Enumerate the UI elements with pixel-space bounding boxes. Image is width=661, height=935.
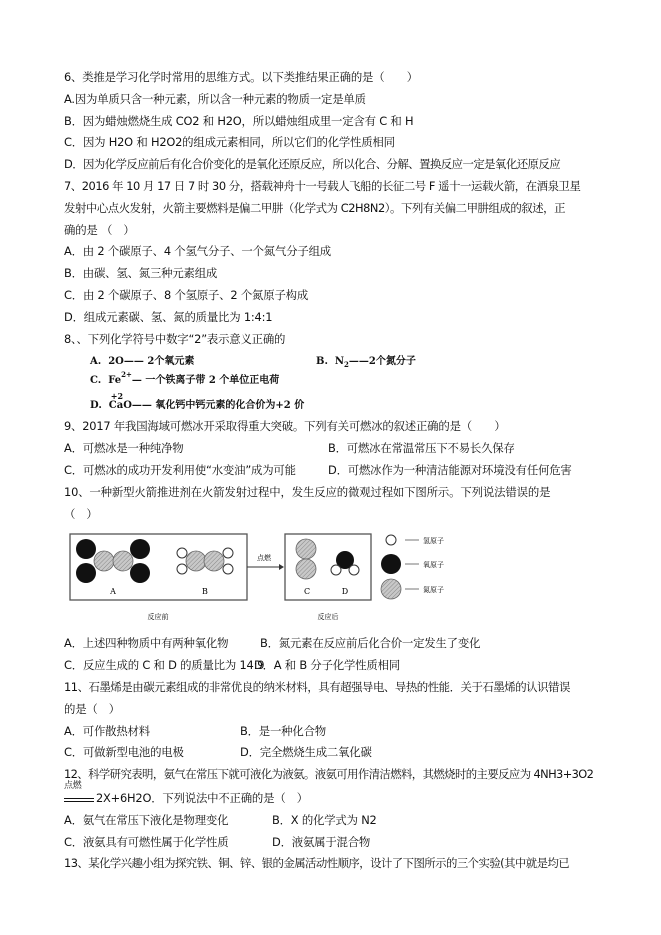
legend-oxygen-icon — [381, 554, 401, 574]
hydrogen-atom — [331, 565, 341, 575]
q8-option-a — [90, 352, 194, 367]
q11-option-d: D．完全燃烧生成二氧化碳 — [240, 745, 372, 760]
q9-option-a: A．可燃冰是一种纯净物 — [64, 441, 184, 456]
q10-stem-line-2: （ ） — [64, 506, 98, 521]
q6-stem: 6、类推是学习化学时常用的思维方式。以下类推结果正确的是（ ） — [64, 70, 418, 84]
meaning: —— 氧化钙中钙元素的化合价为+2 价 — [131, 400, 305, 412]
q11-stem-line-1: 11、石墨烯是由碳元素组成的非常优良的纳米材料，具有超强导电、导热的性能．关于石墨烯的认识错误 — [64, 679, 570, 694]
q13-stem: 13、某化学兴趣小组为探究铁、铜、锌、银的金属活动性顺序，设计了下图所示的三个实验(其中就是均已 — [64, 856, 570, 871]
label-a: A — [110, 587, 116, 597]
q8-stem: 8、、下列化学符号中数字“2”表示意义正确的 — [64, 331, 286, 346]
q9-options-row-1 — [64, 438, 624, 460]
meaning: — 一个铁离子带 2 个单位正电荷 — [131, 375, 280, 387]
q10-option-d: D．A 和 B 分子化学性质相同 — [254, 658, 400, 673]
reaction-svg — [64, 527, 484, 627]
q7-option-d: D．组成元素碳、氢、氮的质量比为 1:4:1 — [64, 309, 273, 324]
q12-stem-text: 2X+6H2O．下列说法中不正确的是（ ） — [96, 790, 308, 805]
q12-options-row-2 — [64, 832, 624, 854]
q11-option-b: B．是一种化合物 — [240, 723, 326, 738]
valence-mark: +2 — [110, 391, 124, 402]
arrow-head-icon — [279, 564, 284, 570]
q7-option-c: C．由 2 个碳原子、8 个氢原子、2 个氮原子构成 — [64, 287, 309, 302]
option-label: A. — [90, 356, 102, 368]
legend-nitrogen-label: 氮原子 — [423, 586, 444, 595]
meaning: ——2个氮分子 — [348, 356, 416, 368]
hydrogen-atom — [177, 564, 187, 574]
q6-option-d: D．因为化学反应前后有化合价变化的是氧化还原反应，所以化合、分解、置换反应一定是氧化还原反应 — [64, 157, 561, 172]
oxygen-atom — [130, 563, 150, 583]
label-b: B — [202, 587, 208, 597]
exam-page — [64, 67, 624, 875]
nitrogen-atom — [204, 551, 224, 571]
q12-option-d: D．液氨属于混合物 — [272, 834, 371, 849]
subscript: 2 — [344, 360, 349, 370]
oxygen-atom — [130, 539, 150, 559]
q12-option-a: A．氨气在常压下液化是物理变化 — [64, 812, 229, 827]
q9-option-d: D．可燃冰作为一种清洁能源对环境没有任何危害 — [328, 462, 572, 477]
q7-option-b: B．由碳、氢、氮三种元素组成 — [64, 266, 218, 281]
nitrogen-atom — [113, 551, 133, 571]
q12-options-row-1 — [64, 810, 624, 832]
option-label: C. — [90, 375, 102, 387]
label-c: C — [303, 587, 311, 597]
q9-option-b: B．可燃冰在常温常压下不易长久保存 — [328, 441, 515, 456]
formula: N — [334, 356, 345, 368]
q10-options-row-1 — [64, 633, 624, 655]
q12-stem-line-1: 12、科学研究表明，氨气在常压下就可液化为液氨。液氨可用作清洁燃料，其燃烧时的主要反应为 4NH3+3O2 — [64, 767, 594, 782]
legend — [381, 535, 444, 599]
label-d: D — [341, 587, 349, 597]
q11-options-row-1 — [64, 721, 624, 743]
q11-option-a: A．可作散热材料 — [64, 723, 150, 738]
before-label: 反应前 — [147, 613, 169, 622]
reaction-condition-sign — [64, 780, 94, 802]
q6-option-a: A.因为单质只含一种元素，所以含一种元素的物质一定是单质 — [64, 91, 366, 106]
q9-stem: 9、2017 年我国海域可燃冰开采取得重大突破。下列有关可燃冰的叙述正确的是（ ） — [64, 419, 506, 434]
q10-options-row-2 — [64, 655, 624, 677]
q7-stem-line-3: 确的是 （ ） — [64, 222, 135, 237]
reaction-condition: 点燃 — [64, 780, 82, 791]
q7-stem-line-2: 发射中心点火发射，火箭主要燃料是偏二甲肼（化学式为 C2H8N2）。下列有关偏二甲肼组成的叙述，正 — [64, 200, 566, 215]
reaction-diagram — [64, 527, 624, 627]
q6-option-b: B．因为蜡烛燃烧生成 CO2 和 H2O，所以蜡烛组成里一定含有 C 和 H — [64, 113, 414, 128]
legend-nitrogen-icon — [381, 579, 401, 599]
q12-option-b: B．X 的化学式为 N2 — [272, 812, 377, 827]
q8-options — [90, 350, 624, 416]
oxygen-atom — [76, 539, 96, 559]
molecule-b — [177, 548, 233, 574]
q10-option-a: A．上述四种物质中有两种氧化物 — [64, 636, 229, 651]
q11-option-c: C．可做新型电池的电极 — [64, 745, 184, 760]
q12-option-c: C．液氨具有可燃性属于化学性质 — [64, 834, 229, 849]
legend-oxygen-label: 氧原子 — [423, 561, 444, 570]
molecule-a — [76, 539, 150, 583]
q9-option-c: C．可燃冰的成功开发利用使“水变油”成为可能 — [64, 462, 296, 477]
option-label: B. — [316, 356, 328, 368]
molecule-c — [296, 539, 316, 579]
q8-option-c — [90, 370, 279, 386]
q7-option-a: A．由 2 个碳原子、4 个氢气分子、一个氮气分子组成 — [64, 244, 331, 259]
hydrogen-atom — [177, 548, 187, 558]
meaning: —— 2个氧元素 — [123, 356, 195, 368]
after-label: 反应后 — [317, 613, 339, 622]
oxygen-atom — [76, 563, 96, 583]
q11-options-row-2 — [64, 742, 624, 764]
q12-stem-line-2 — [64, 780, 624, 810]
q8-option-b — [316, 352, 416, 369]
formula: 2O — [108, 356, 124, 368]
molecule-d — [331, 551, 359, 575]
q7-stem-line-1: 7、2016 年 10 月 17 日 7 时 30 分，搭载神舟十一号载人飞船的长征二号 F 遥十一运载火箭，在酒泉卫星 — [64, 178, 581, 193]
arrow-label: 点燃 — [257, 554, 271, 563]
nitrogen-atom — [94, 551, 114, 571]
q10-option-b: B．氮元素在反应前后化合价一定发生了变化 — [260, 636, 481, 651]
nitrogen-atom — [186, 551, 206, 571]
q10-stem-line-1: 10、一种新型火箭推进剂在火箭发射过程中，发生反应的微观过程如下图所示。下列说法错误的是 — [64, 484, 551, 499]
legend-hydrogen-label: 氢原子 — [423, 537, 444, 546]
superscript: 2+ — [121, 370, 132, 380]
valence-formula — [108, 391, 132, 412]
q6-option-c: C．因为 H2O 和 H2O2的组成元素相同，所以它们的化学性质相同 — [64, 135, 395, 150]
formula: Fe — [108, 375, 122, 387]
q9-options-row-2 — [64, 460, 624, 482]
option-label: D. — [90, 400, 102, 412]
nitrogen-atom — [296, 559, 316, 579]
nitrogen-atom — [296, 539, 316, 559]
q8-option-d — [90, 391, 305, 412]
hydrogen-atom — [223, 564, 233, 574]
formula: CaO — [108, 400, 132, 412]
hydrogen-atom — [223, 548, 233, 558]
legend-hydrogen-icon — [386, 535, 396, 545]
q10-option-c: C．反应生成的 C 和 D 的质量比为 14:9 — [64, 658, 265, 673]
equals-bars — [64, 798, 94, 802]
q11-stem-line-2: 的是（ ） — [64, 701, 120, 716]
hydrogen-atom — [349, 565, 359, 575]
